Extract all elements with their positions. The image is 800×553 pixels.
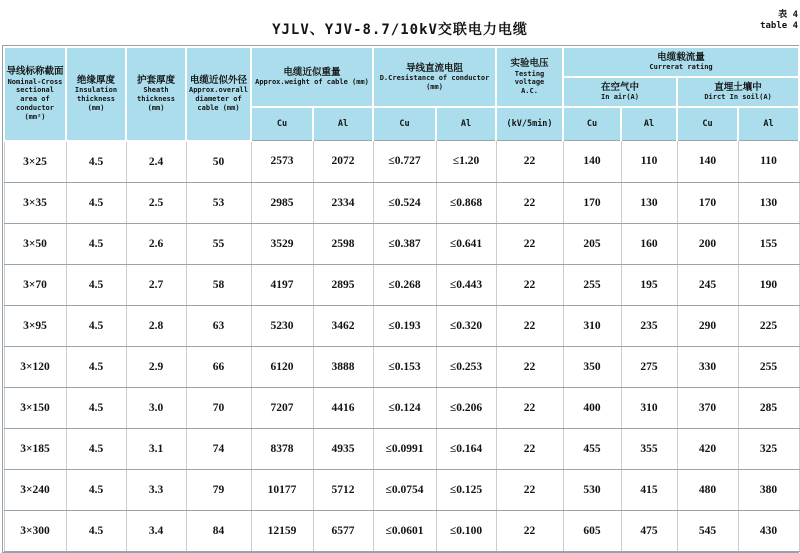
table-cell: ≤0.524 xyxy=(373,182,436,223)
table-cell: ≤0.0601 xyxy=(373,510,436,551)
table-cell: 4.5 xyxy=(66,223,126,264)
table-cell: 380 xyxy=(738,469,799,510)
col-group-weight-en: Approx.weight of cable (mm) xyxy=(255,78,369,87)
col-group-voltage xyxy=(496,47,563,107)
table-cell: ≤0.253 xyxy=(436,346,496,387)
table-cell: 2334 xyxy=(313,182,373,223)
table-row xyxy=(4,387,799,428)
table-cell: 275 xyxy=(621,346,677,387)
table-cell: 2.4 xyxy=(126,141,186,183)
table-cell: 255 xyxy=(563,264,621,305)
table-cell: 2985 xyxy=(251,182,313,223)
table-cell: 415 xyxy=(621,469,677,510)
col-group-weight xyxy=(251,47,373,107)
table-cell: 3×150 xyxy=(4,387,66,428)
table-cell: 3×120 xyxy=(4,346,66,387)
table-cell: 195 xyxy=(621,264,677,305)
table-cell: 4.5 xyxy=(66,264,126,305)
table-cell: 4.5 xyxy=(66,428,126,469)
table-row xyxy=(4,141,799,183)
table-cell: 170 xyxy=(677,182,738,223)
table-cell: 7207 xyxy=(251,387,313,428)
table-cell: 5230 xyxy=(251,305,313,346)
table-cell: 3462 xyxy=(313,305,373,346)
table-cell: 3.1 xyxy=(126,428,186,469)
table-cell: 205 xyxy=(563,223,621,264)
table-cell: 4197 xyxy=(251,264,313,305)
cable-spec-table xyxy=(3,46,800,552)
table-row xyxy=(4,305,799,346)
table-cell: ≤1.20 xyxy=(436,141,496,183)
table-cell: 400 xyxy=(563,387,621,428)
table-cell: 325 xyxy=(738,428,799,469)
table-number-label xyxy=(760,10,798,33)
table-cell: 245 xyxy=(677,264,738,305)
table-cell: 190 xyxy=(738,264,799,305)
table-cell: 22 xyxy=(496,346,563,387)
table-cell: 8378 xyxy=(251,428,313,469)
sub-header-resistance-cu: Cu xyxy=(373,107,436,141)
table-cell: 140 xyxy=(563,141,621,183)
table-number-zh: 表 4 xyxy=(778,10,798,20)
table-cell: 70 xyxy=(186,387,251,428)
table-cell: 4935 xyxy=(313,428,373,469)
table-cell: ≤0.0991 xyxy=(373,428,436,469)
col-group-in-soil xyxy=(677,77,799,107)
table-cell: 3888 xyxy=(313,346,373,387)
table-cell: 3×50 xyxy=(4,223,66,264)
table-cell: 3.0 xyxy=(126,387,186,428)
table-cell: 2.8 xyxy=(126,305,186,346)
table-cell: 130 xyxy=(738,182,799,223)
table-cell: 2.6 xyxy=(126,223,186,264)
col-group-current-rating-zh: 电缆载流量 xyxy=(657,51,705,63)
table-cell: 3×185 xyxy=(4,428,66,469)
col-group-voltage-zh: 实验电压 xyxy=(510,58,549,70)
col-header-insulation xyxy=(66,47,126,141)
table-cell: ≤0.206 xyxy=(436,387,496,428)
table-cell: 22 xyxy=(496,469,563,510)
col-header-conductor-en: Nominal-Cross sectional area of conductor (mm²) xyxy=(7,77,63,121)
table-cell: 3×35 xyxy=(4,182,66,223)
table-cell: 10177 xyxy=(251,469,313,510)
col-group-resistance-zh: 导线直流电阻 xyxy=(406,62,464,74)
table-cell: ≤0.153 xyxy=(373,346,436,387)
table-cell: 480 xyxy=(677,469,738,510)
table-cell: 3.4 xyxy=(126,510,186,551)
sub-header-soil-cu: Cu xyxy=(677,107,738,141)
col-header-insulation-zh: 绝缘厚度 xyxy=(76,74,115,86)
table-cell: ≤0.868 xyxy=(436,182,496,223)
table-cell: 22 xyxy=(496,182,563,223)
table-cell: 4.5 xyxy=(66,387,126,428)
sub-header-air-cu: Cu xyxy=(563,107,621,141)
table-body xyxy=(4,141,799,552)
table-cell: 160 xyxy=(621,223,677,264)
col-header-diameter xyxy=(186,47,251,141)
table-cell: 84 xyxy=(186,510,251,551)
table-cell: 255 xyxy=(738,346,799,387)
col-group-in-air xyxy=(563,77,677,107)
table-cell: 4.5 xyxy=(66,469,126,510)
table-cell: 130 xyxy=(621,182,677,223)
table-row xyxy=(4,510,799,551)
col-group-in-air-en: In air(A) xyxy=(601,93,639,102)
table-cell: 420 xyxy=(677,428,738,469)
table-cell: 50 xyxy=(186,141,251,183)
col-header-conductor xyxy=(4,47,66,141)
table-cell: 6577 xyxy=(313,510,373,551)
table-cell: 310 xyxy=(563,305,621,346)
table-cell: ≤0.443 xyxy=(436,264,496,305)
table-cell: 2072 xyxy=(313,141,373,183)
table-cell: 2.7 xyxy=(126,264,186,305)
table-cell: ≤0.164 xyxy=(436,428,496,469)
table-cell: 4.5 xyxy=(66,305,126,346)
sub-header-weight-cu: Cu xyxy=(251,107,313,141)
table-cell: 3529 xyxy=(251,223,313,264)
table-cell: 55 xyxy=(186,223,251,264)
table-cell: 155 xyxy=(738,223,799,264)
col-header-insulation-en: Insulation thickness (mm) xyxy=(74,86,118,112)
table-cell: ≤0.268 xyxy=(373,264,436,305)
table-cell: 2895 xyxy=(313,264,373,305)
col-header-diameter-en: Approx.overall diameter of cable (mm) xyxy=(188,86,248,112)
table-cell: 3×240 xyxy=(4,469,66,510)
table-cell: 22 xyxy=(496,428,563,469)
table-cell: 475 xyxy=(621,510,677,551)
header-row-groups xyxy=(4,47,799,77)
page-title: YJLV、YJV-8.7/10kV交联电力电缆 xyxy=(272,22,528,38)
table-row xyxy=(4,264,799,305)
table-cell: 350 xyxy=(563,346,621,387)
table-cell: 310 xyxy=(621,387,677,428)
table-cell: ≤0.124 xyxy=(373,387,436,428)
table-cell: 79 xyxy=(186,469,251,510)
table-cell: 225 xyxy=(738,305,799,346)
table-cell: 74 xyxy=(186,428,251,469)
table-cell: 12159 xyxy=(251,510,313,551)
col-header-diameter-zh: 电缆近似外径 xyxy=(189,74,247,86)
table-cell: 430 xyxy=(738,510,799,551)
table-row xyxy=(4,182,799,223)
table-cell: 5712 xyxy=(313,469,373,510)
table-cell: 4416 xyxy=(313,387,373,428)
table-cell: ≤0.125 xyxy=(436,469,496,510)
table-cell: 2598 xyxy=(313,223,373,264)
col-header-sheath-en: Sheath thickness (mm) xyxy=(137,86,175,112)
table-cell: 2573 xyxy=(251,141,313,183)
table-cell: 66 xyxy=(186,346,251,387)
table-cell: 22 xyxy=(496,387,563,428)
table-row xyxy=(4,346,799,387)
table-cell: 4.5 xyxy=(66,510,126,551)
table-cell: 4.5 xyxy=(66,182,126,223)
table-cell: 110 xyxy=(621,141,677,183)
table-cell: ≤0.0754 xyxy=(373,469,436,510)
table-cell: 545 xyxy=(677,510,738,551)
col-group-current-rating-en: Currerat rating xyxy=(649,63,713,72)
table-cell: 330 xyxy=(677,346,738,387)
table-cell: ≤0.100 xyxy=(436,510,496,551)
table-cell: 605 xyxy=(563,510,621,551)
table-cell: 200 xyxy=(677,223,738,264)
table-cell: 530 xyxy=(563,469,621,510)
sub-header-resistance-al: Al xyxy=(436,107,496,141)
col-group-weight-zh: 电缆近似重量 xyxy=(283,66,341,78)
col-group-voltage-en: Testing voltage A.C. xyxy=(514,69,545,96)
table-cell: 22 xyxy=(496,141,563,183)
col-group-in-air-zh: 在空气中 xyxy=(601,81,640,93)
col-group-current-rating xyxy=(563,47,799,77)
sub-header-voltage-unit: (kV/5min) xyxy=(496,107,563,141)
col-group-resistance xyxy=(373,47,496,107)
table-row xyxy=(4,428,799,469)
table-cell: 285 xyxy=(738,387,799,428)
table-cell: 3×25 xyxy=(4,141,66,183)
table-number-en: table 4 xyxy=(760,21,798,32)
table-cell: ≤0.641 xyxy=(436,223,496,264)
table-cell: ≤0.727 xyxy=(373,141,436,183)
table-cell: ≤0.387 xyxy=(373,223,436,264)
table-cell: 455 xyxy=(563,428,621,469)
col-group-in-soil-zh: 直埋土壤中 xyxy=(714,81,762,93)
table-cell: 170 xyxy=(563,182,621,223)
sub-header-weight-al: Al xyxy=(313,107,373,141)
cable-spec-table-wrapper xyxy=(2,45,799,553)
table-cell: ≤0.320 xyxy=(436,305,496,346)
table-cell: 3×95 xyxy=(4,305,66,346)
table-cell: 53 xyxy=(186,182,251,223)
table-row xyxy=(4,223,799,264)
table-cell: 110 xyxy=(738,141,799,183)
table-cell: 6120 xyxy=(251,346,313,387)
table-cell: 3×70 xyxy=(4,264,66,305)
col-header-sheath xyxy=(126,47,186,141)
col-group-in-soil-en: Dirct In soil(A) xyxy=(704,93,772,102)
table-cell: 2.5 xyxy=(126,182,186,223)
table-row xyxy=(4,469,799,510)
table-cell: 140 xyxy=(677,141,738,183)
table-cell: 3×300 xyxy=(4,510,66,551)
table-cell: 22 xyxy=(496,510,563,551)
sub-header-air-al: Al xyxy=(621,107,677,141)
col-header-sheath-zh: 护套厚度 xyxy=(136,74,175,86)
table-cell: 22 xyxy=(496,305,563,346)
sub-header-soil-al: Al xyxy=(738,107,799,141)
table-cell: ≤0.193 xyxy=(373,305,436,346)
table-cell: 22 xyxy=(496,223,563,264)
table-cell: 3.3 xyxy=(126,469,186,510)
table-cell: 235 xyxy=(621,305,677,346)
table-cell: 4.5 xyxy=(66,141,126,183)
table-cell: 63 xyxy=(186,305,251,346)
table-cell: 4.5 xyxy=(66,346,126,387)
table-header xyxy=(4,47,799,141)
table-cell: 370 xyxy=(677,387,738,428)
table-cell: 58 xyxy=(186,264,251,305)
table-cell: 22 xyxy=(496,264,563,305)
table-cell: 2.9 xyxy=(126,346,186,387)
col-group-resistance-en: D.Cresistance of conductor (mm) xyxy=(379,73,490,91)
table-cell: 355 xyxy=(621,428,677,469)
table-cell: 290 xyxy=(677,305,738,346)
col-header-conductor-zh: 导线标称截面 xyxy=(6,66,64,78)
